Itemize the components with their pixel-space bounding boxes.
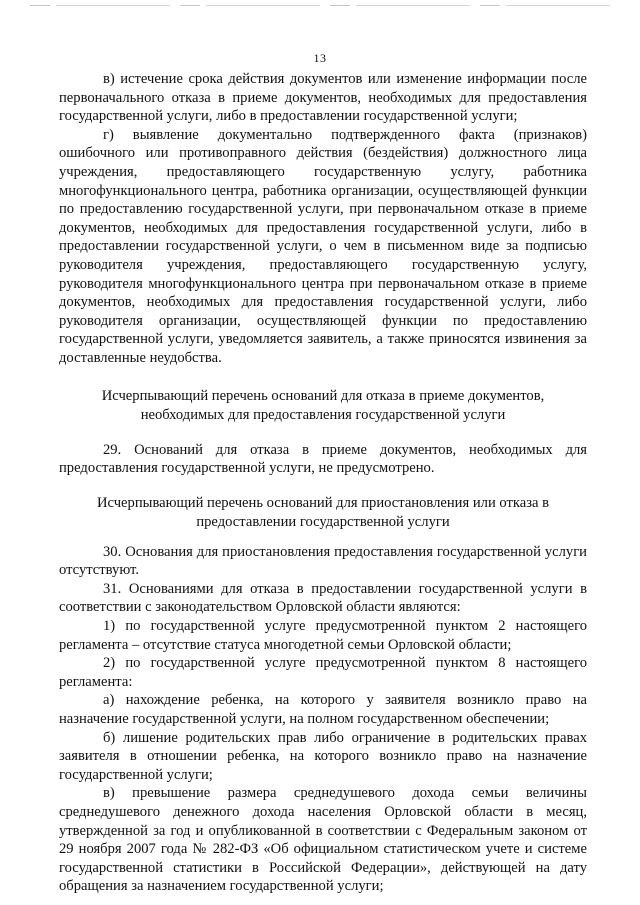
section-heading-refusal-acceptance: Исчерпывающий перечень оснований для отказа в приеме документов, необходимых для предоставления государственной услуги	[101, 387, 545, 423]
list-item-2v: в) превышение размера среднедушевого дохода семьи величины среднедушевого денежного дохода населения Орловской области в месяц, утвержденной за год и опубликованной в соответствии с Федеральным законом от 29 ноября 2007 года № 282-ФЗ «Об официальном статистическом учете и системе государственной статистики в Российской Федерации», действующей на дату обращения за назначением государственной услуги;	[59, 785, 587, 895]
paragraph-30: 30. Основания для приостановления предоставления государственной услуги отсутствуют.	[59, 543, 587, 579]
list-item-2a: а) нахождение ребенка, на которого у заявителя возникло право на назначение государственной услуги, на полном государственном обеспечении;	[59, 692, 587, 728]
paragraph-v-expiry: в) истечение срока действия документов или изменение информации после первоначального отказа в приеме документов, необходимых для предоставления государственной услуги, либо в предоставлении государственной услуги;	[59, 71, 587, 125]
list-item-1: 1) по государственной услуге предусмотренной пунктом 2 настоящего регламента – отсутствие статуса многодетной семьи Орловской области;	[59, 618, 587, 653]
paragraph-29: 29. Оснований для отказа в приеме документов, необходимых для предоставления государственной услуги, не предусмотрено.	[59, 441, 587, 477]
page-number: 13	[313, 51, 327, 65]
scan-edge-line	[30, 5, 610, 6]
document-body	[59, 70, 587, 896]
paragraph-g-error-detection: г) выявление документально подтвержденного факта (признаков) ошибочного или противоправного действия (бездействия) должностного лица учреждения, предоставляющего государственную услугу, работника многофункционального центра, работника организации, осуществляющей функции по предоставлению государственной услуги, при первоначальном отказе в приеме документов, необходимых для предоставления государственной услуги, либо в предоставлении государственной услуги, о чем в письменном виде за подписью руководителя учреждения, предоставляющего государственную услугу, руководителя многофункционального центра при первоначальном отказе в приеме документов, необходимых для предоставления государственной услуги, либо руководителя организации, осуществляющей функции по предоставлению государственной услуги, уведомляется заявитель, а также приносятся извинения за доставленные неудобства.	[59, 126, 587, 366]
section-heading-suspension-refusal: Исчерпывающий перечень оснований для приостановления или отказа в предоставлении государственной услуги	[96, 494, 550, 530]
list-item-2b: б) лишение родительских прав либо ограничение в родительских правах заявителя в отношении ребенка, на которого возникло право на назначение государственной услуги;	[59, 729, 587, 783]
list-item-2: 2) по государственной услуге предусмотренной пунктом 8 настоящего регламента:	[59, 655, 587, 690]
paragraph-31: 31. Основаниями для отказа в предоставлении государственной услуги в соответствии с законодательством Орловской области являются:	[59, 580, 587, 616]
